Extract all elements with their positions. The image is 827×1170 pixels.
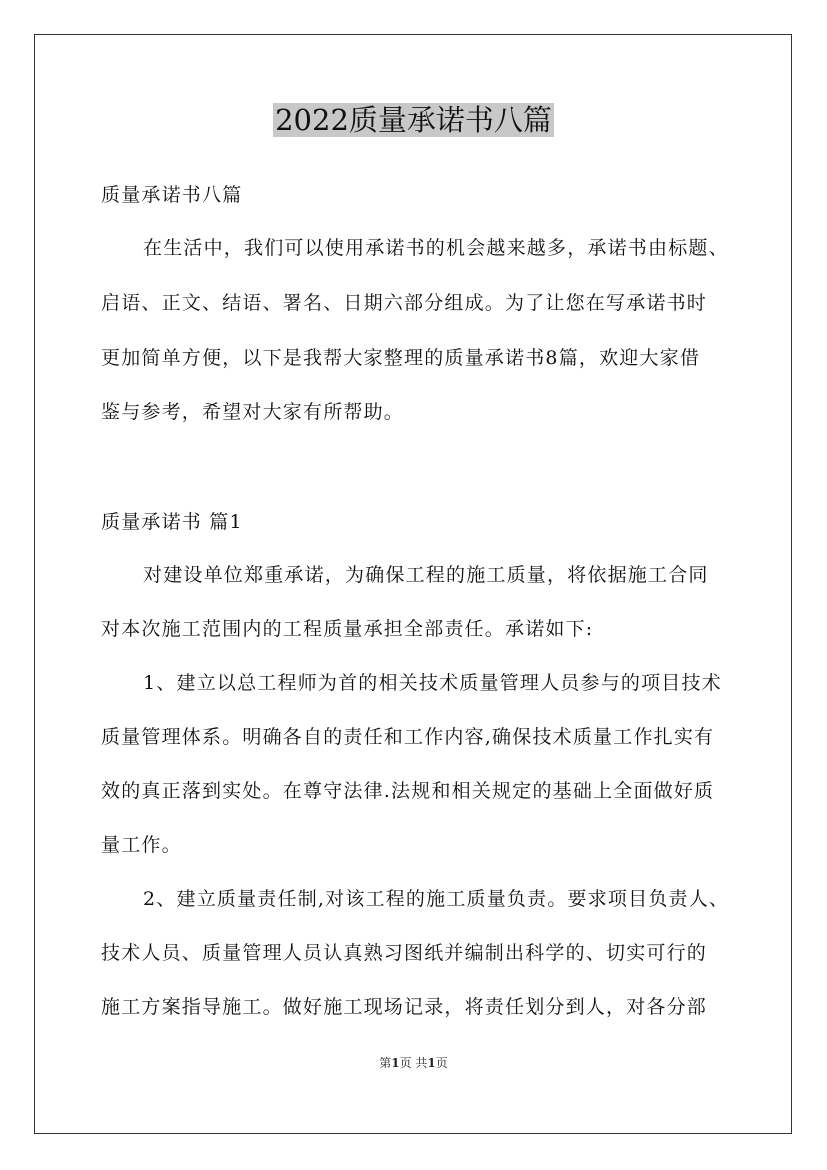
- body-line-9: 施工方案指导施工。做好施工现场记录，将责任划分到人，对各分部: [101, 996, 708, 1018]
- body-line-2: 对本次施工范围内的工程质量承担全部责任。承诺如下:: [101, 618, 594, 640]
- page-footer: [0, 1054, 827, 1071]
- intro-line-3: 更加简单方便，以下是我帮大家整理的质量承诺书8篇，欢迎大家借: [101, 347, 701, 369]
- intro-line-1: 在生活中，我们可以使用承诺书的机会越来越多，承诺书由标题、: [143, 237, 729, 259]
- body-line-6: 量工作。: [101, 834, 182, 856]
- body-line-3: 1、建立以总工程师为首的相关技术质量管理人员参与的项目技术: [143, 672, 722, 694]
- body-line-7: 2、建立质量责任制,对该工程的施工质量负责。要求项目负责人、: [143, 888, 730, 910]
- body-line-1: 对建设单位郑重承诺，为确保工程的施工质量，将依据施工合同: [143, 564, 709, 586]
- footer-mid: 页 共: [399, 1056, 428, 1070]
- footer-total-pages: 1: [427, 1056, 436, 1070]
- body-line-8: 技术人员、质量管理人员认真熟习图纸并编制出科学的、切实可行的: [101, 942, 708, 964]
- footer-suffix: 页: [435, 1056, 448, 1070]
- section-heading: 质量承诺书 篇1: [101, 511, 243, 533]
- intro-line-4: 鉴与参考，希望对大家有所帮助。: [101, 401, 405, 423]
- document-title: [0, 100, 827, 140]
- body-line-4: 质量管理体系。明确各自的责任和工作内容,确保技术质量工作扎实有: [101, 726, 715, 748]
- footer-page-number: 1: [391, 1056, 400, 1070]
- intro-line-2: 启语、正文、结语、署名、日期六部分组成。为了让您在写承诺书时: [101, 292, 708, 314]
- document-subtitle: 质量承诺书八篇: [101, 184, 243, 206]
- body-line-5: 效的真正落到实处。在尊守法律.法规和相关规定的基础上全面做好质: [101, 780, 715, 802]
- footer-prefix: 第: [379, 1056, 392, 1070]
- document-title-text: 2022质量承诺书八篇: [275, 103, 552, 137]
